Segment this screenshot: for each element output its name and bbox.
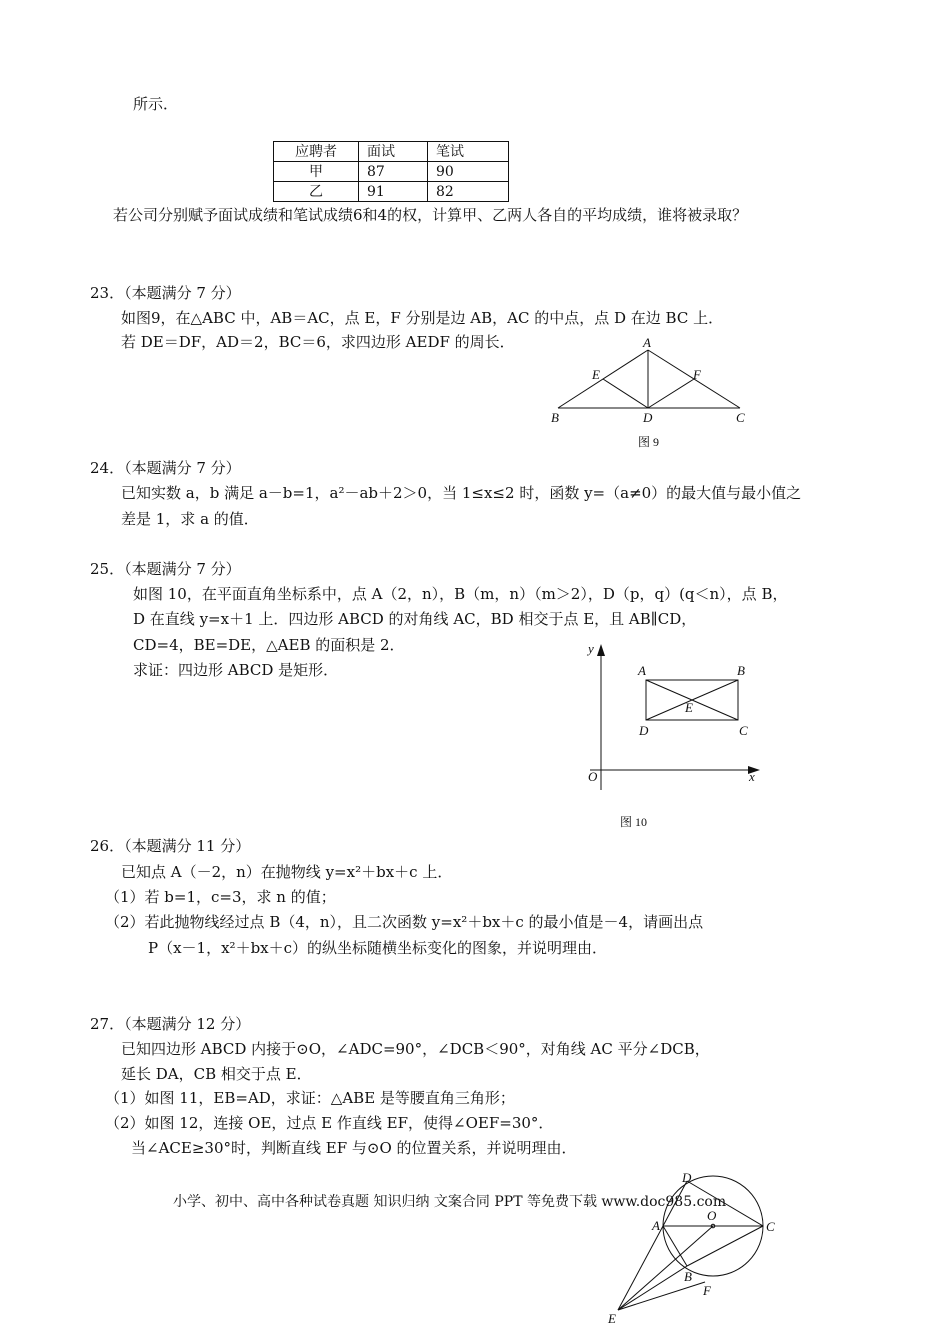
figure-12 — [607, 1170, 775, 1326]
label-f: F — [703, 1283, 711, 1298]
label-f: F — [693, 367, 701, 382]
segment-da — [663, 1181, 687, 1226]
figure-10 — [586, 641, 760, 829]
y-axis-arrow-icon — [597, 644, 605, 656]
q23-title: 23．（本题满分 7 分） — [90, 284, 241, 302]
q25-line: 如图 10，在平面直角坐标系中，点 A（2，n），B（m，n）（m＞2），D（p，q）(q＜n），点 B， — [133, 585, 788, 603]
label-a: A — [652, 1218, 660, 1233]
segment-oe — [618, 1226, 713, 1310]
table-cell: 82 — [428, 182, 509, 202]
q26-title: 26．（本题满分 11 分） — [90, 837, 251, 855]
label-x: x — [749, 769, 755, 784]
figure-10-caption: 图 10 — [620, 815, 648, 829]
label-e: E — [685, 700, 693, 715]
q27-line: （1）如图 11，EB=AD，求证：△ABE 是等腰直角三角形； — [105, 1089, 515, 1107]
intro-text: 所示． — [133, 95, 179, 113]
figure-9-caption: 图 9 — [638, 435, 660, 449]
label-d: D — [682, 1170, 692, 1185]
q27-line: 已知四边形 ABCD 内接于⊙O，∠ADC=90°，∠DCB＜90°，对角线 AC 平分∠DCB， — [121, 1040, 710, 1058]
q22-question: 若公司分别赋予面试成绩和笔试成绩6和4的权，计算甲、乙两人各自的平均成绩，谁将被录取？ — [113, 206, 748, 224]
label-c: C — [739, 723, 748, 738]
table-cell: 甲 — [274, 162, 359, 182]
table-header: 笔试 — [428, 142, 509, 162]
segment-fd — [648, 379, 694, 408]
label-b: B — [737, 663, 745, 678]
table-cell: 乙 — [274, 182, 359, 202]
label-b: B — [551, 410, 559, 425]
q25-line: D 在直线 y=x＋1 上．四边形 ABCD 的对角线 AC，BD 相交于点 E，且 AB∥CD， — [133, 610, 697, 628]
table-header: 应聘者 — [274, 142, 359, 162]
q26-line: （2）若此抛物线经过点 B（4，n），且二次函数 y=x²＋bx＋c 的最小值是－4，请画出点 — [105, 913, 704, 931]
q27-title: 27．（本题满分 12 分） — [90, 1015, 251, 1033]
q25-line: CD=4，BE=DE，△AEB 的面积是 2． — [133, 636, 405, 654]
q23-line: 如图9，在△ABC 中，AB＝AC，点 E，F 分别是边 AB，AC 的中点，点 D 在边 BC 上． — [121, 309, 724, 327]
segment-cb — [687, 1226, 763, 1266]
label-o: O — [588, 769, 598, 784]
label-e: E — [608, 1311, 616, 1326]
label-b: B — [684, 1269, 692, 1284]
label-d: D — [643, 410, 653, 425]
segment-ed — [603, 379, 648, 408]
q26-line: 已知点 A（－2，n）在抛物线 y=x²＋bx＋c 上． — [121, 863, 453, 881]
q27-line: 延长 DA，CB 相交于点 E． — [121, 1065, 312, 1083]
table-cell: 91 — [359, 182, 428, 202]
label-o: O — [707, 1208, 717, 1223]
segment-dc — [687, 1181, 763, 1226]
label-d: D — [639, 723, 649, 738]
table-header: 面试 — [359, 142, 428, 162]
q26-line: （1）若 b=1，c=3，求 n 的值； — [105, 888, 336, 906]
label-e: E — [592, 367, 600, 382]
q25-title: 25．（本题满分 7 分） — [90, 560, 241, 578]
figure-9 — [551, 335, 745, 449]
label-c: C — [736, 410, 745, 425]
label-a: A — [643, 335, 651, 350]
label-c: C — [766, 1219, 775, 1234]
q27-line: （2）如图 12，连接 OE，过点 E 作直线 EF，使得∠OEF=30°． — [105, 1114, 554, 1132]
q26-line: P（x－1，x²＋bx＋c）的纵坐标随横坐标变化的图象，并说明理由． — [148, 939, 608, 957]
segment-be — [618, 1266, 687, 1310]
table-cell: 90 — [428, 162, 509, 182]
q24-title: 24．（本题满分 7 分） — [90, 459, 241, 477]
q25-line: 求证：四边形 ABCD 是矩形． — [133, 661, 339, 679]
label-y: y — [588, 641, 594, 656]
q24-line: 差是 1，求 a 的值． — [121, 510, 259, 528]
q23-line: 若 DE＝DF，AD＝2，BC＝6，求四边形 AEDF 的周长． — [121, 333, 515, 351]
table-cell: 87 — [359, 162, 428, 182]
footer-text: 小学、初中、高中各种试卷真题 知识归纳 文案合同 PPT 等免费下载 www.doc985.com — [173, 1194, 727, 1210]
q27-line: 当∠ACE≥30°时，判断直线 EF 与⊙O 的位置关系，并说明理由． — [131, 1139, 577, 1157]
q24-line: 已知实数 a，b 满足 a－b=1，a²－ab＋2＞0，当 1≤x≤2 时，函数 y=（a≠0）的最大值与最小值之 — [121, 484, 802, 502]
label-a: A — [638, 663, 646, 678]
